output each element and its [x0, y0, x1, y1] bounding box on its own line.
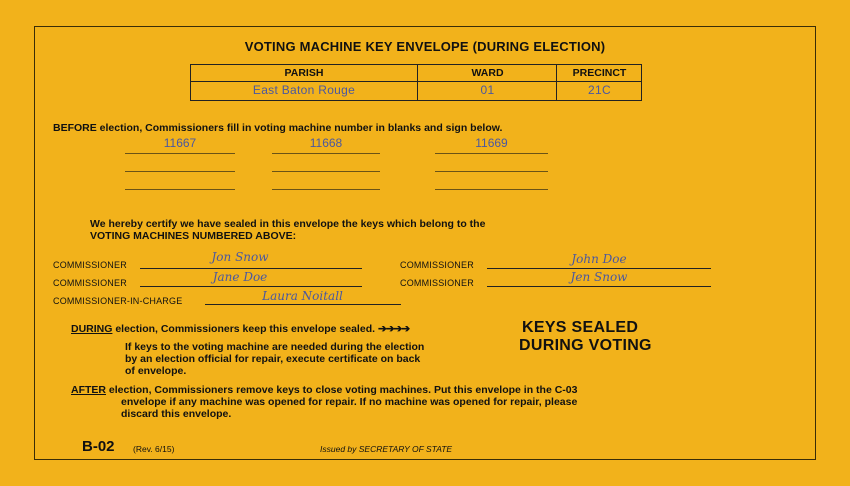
during-text: election, Commissioners keep this envelope sealed. [112, 323, 376, 335]
machine-blank-line[interactable] [125, 189, 235, 190]
parish-value[interactable]: East Baton Rouge [252, 83, 356, 97]
after-keyword: AFTER [71, 384, 106, 396]
machine-number-3[interactable]: 11669 [475, 136, 508, 150]
machine-blank-line [125, 153, 235, 154]
parish-cell [191, 65, 417, 100]
commissioner-in-charge-label: COMMISSIONER-IN-CHARGE [53, 296, 183, 306]
machine-number-1[interactable]: 11667 [163, 136, 197, 150]
machine-blank-line [272, 153, 380, 154]
during-instruction [71, 323, 409, 335]
signature-line [205, 304, 401, 305]
machine-blank-line[interactable] [125, 171, 235, 172]
machine-blank-line [435, 153, 548, 154]
ward-cell [417, 65, 557, 100]
arrow-right-icon: ➔➔➔➔ [377, 323, 410, 335]
after-instruction-line1 [71, 384, 577, 396]
signature-line [140, 268, 362, 269]
form-revision: (Rev. 6/15) [133, 444, 175, 454]
location-table [190, 64, 642, 101]
precinct-value[interactable]: 21C [588, 83, 611, 97]
ward-label: WARD [471, 67, 504, 79]
signature-line [487, 286, 711, 287]
machine-blank-line[interactable] [435, 189, 548, 190]
after-instruction-line2: envelope if any machine was opened for repair. If no machine was opened for repair, please [121, 396, 578, 408]
header-divider [191, 81, 641, 82]
stamp-line1: KEYS SEALED [522, 319, 639, 336]
commissioner-signature-1[interactable]: Jon Snow [211, 250, 269, 264]
machine-number-2[interactable]: 11668 [309, 136, 343, 150]
during-keyword: DURING [71, 323, 113, 335]
precinct-label: PRECINCT [572, 67, 627, 79]
commissioner-label: COMMISSIONER [53, 260, 127, 270]
commissioner-label: COMMISSIONER [400, 260, 474, 270]
issued-by: Issued by SECRETARY OF STATE [320, 444, 453, 454]
commissioner-signature-2[interactable]: Jane Doe [212, 270, 268, 284]
during-note-line2: by an election official for repair, execute certificate on back [125, 353, 421, 365]
signature-line [487, 268, 711, 269]
certify-text-line2: VOTING MACHINES NUMBERED ABOVE: [90, 230, 297, 242]
commissioner-in-charge-signature[interactable]: Laura Noitall [262, 289, 343, 303]
ward-value[interactable]: 01 [480, 83, 495, 97]
form-code: B-02 [82, 438, 115, 455]
after-text-line1: election, Commissioners remove keys to close voting machines. Put this envelope in the C-03 [106, 384, 578, 396]
commissioner-signature-4[interactable]: Jen Snow [570, 270, 628, 284]
during-note-line3: of envelope. [125, 365, 187, 377]
after-instruction-line3: discard this envelope. [121, 408, 232, 420]
machine-blank-line[interactable] [272, 189, 380, 190]
certify-text-line1: We hereby certify we have sealed in this envelope the keys which belong to the [90, 218, 486, 230]
commissioner-signature-3[interactable]: John Doe [571, 252, 627, 266]
parish-label: PARISH [284, 67, 324, 79]
precinct-cell [556, 65, 642, 100]
signature-line [140, 286, 362, 287]
commissioner-label: COMMISSIONER [53, 278, 127, 288]
commissioner-label: COMMISSIONER [400, 278, 474, 288]
stamp-line2: DURING VOTING [519, 337, 652, 354]
before-instruction: BEFORE election, Commissioners fill in voting machine number in blanks and sign below. [53, 122, 503, 134]
page-title: VOTING MACHINE KEY ENVELOPE (DURING ELECTION) [244, 39, 606, 54]
during-note-line1: If keys to the voting machine are needed during the election [125, 341, 425, 353]
machine-blank-line[interactable] [272, 171, 380, 172]
machine-blank-line[interactable] [435, 171, 548, 172]
